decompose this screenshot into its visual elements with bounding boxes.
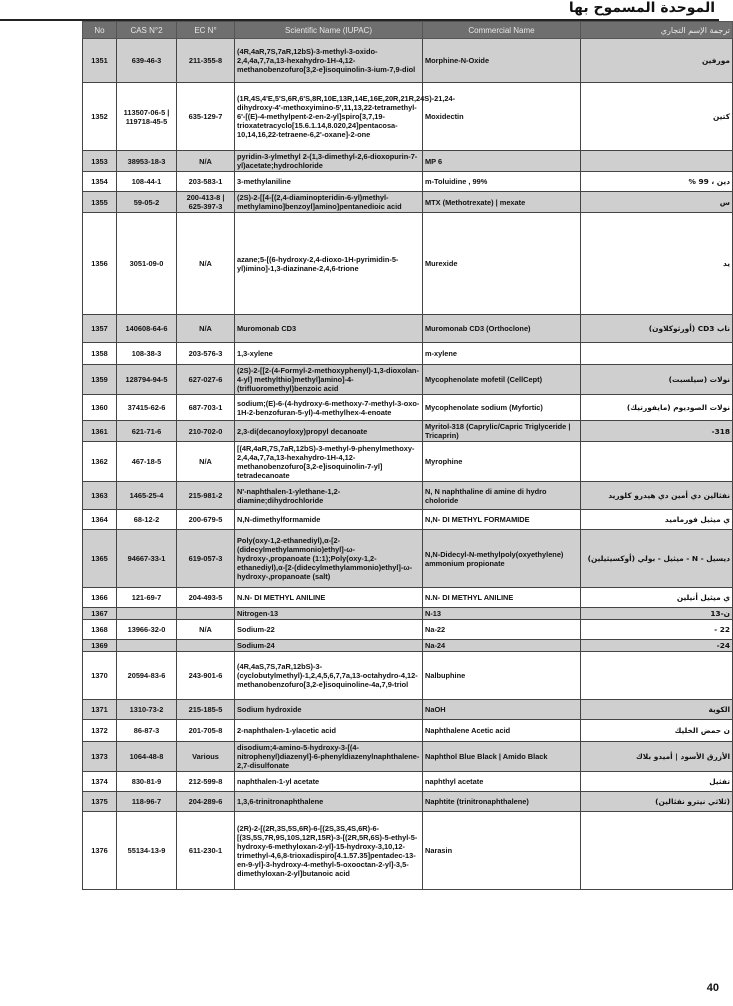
cas-number-cell: 38953-18-3	[117, 151, 177, 172]
row-number-cell: 1376	[83, 812, 117, 890]
ec-number-cell: 203-583-1	[177, 172, 235, 192]
row-number-cell: 1353	[83, 151, 117, 172]
table-row	[83, 530, 733, 588]
commercial-name-cell: Myritol-318 (Caprylic/Capric Triglyceride | Tricaprin)	[423, 421, 581, 442]
scientific-name-cell: pyridin-3-ylmethyl 2-(1,3-dimethyl-2,6-dioxopurin-7-yl)acetate;hydrochloride	[235, 151, 423, 172]
commercial-name-cell: Na-24	[423, 640, 581, 652]
cas-number-cell: 86-87-3	[117, 720, 177, 742]
commercial-name-cell: m-xylene	[423, 343, 581, 365]
arabic-name-cell	[581, 442, 733, 482]
arabic-name-cell: كتين	[581, 83, 733, 151]
ec-number-cell: Various	[177, 742, 235, 772]
ec-number-cell: N/A	[177, 213, 235, 315]
ec-number-cell	[177, 608, 235, 620]
cas-number-cell: 59-05-2	[117, 192, 177, 213]
table-row	[83, 315, 733, 343]
row-number-cell: 1372	[83, 720, 117, 742]
row-number-cell: 1361	[83, 421, 117, 442]
scientific-name-cell: azane;5-[(6-hydroxy-2,4-dioxo-1H-pyrimidin-5-yl)imino]-1,3-diazinane-2,4,6-trione	[235, 213, 423, 315]
commercial-name-cell: m-Toluidine , 99%	[423, 172, 581, 192]
scientific-name-cell: disodium;4-amino-5-hydroxy-3-[(4-nitrophenyl)diazenyl]-6-phenyldiazenylnaphthalene-2,7-disulfonate	[235, 742, 423, 772]
arabic-name-cell: مورفين	[581, 39, 733, 83]
scientific-name-cell: [(4R,4aR,7S,7aR,12bS)-3-methyl-9-phenylmethoxy-2,4,4a,7,7a,13-hexahydro-1H-4,12-methanobenzofuro[3,2-e]isoquinolin-7-yl] tetradecanoate	[235, 442, 423, 482]
row-number-cell: 1371	[83, 700, 117, 720]
arabic-name-cell: نولات (سيلسبت)	[581, 365, 733, 395]
ec-number-cell: 211-355-8	[177, 39, 235, 83]
cas-number-cell: 108-44-1	[117, 172, 177, 192]
commercial-name-cell: N, N naphthaline di amine di hydro choloride	[423, 482, 581, 510]
row-number-cell: 1357	[83, 315, 117, 343]
scientific-name-cell: (2S)-2-[[2-(4-Formyl-2-methoxyphenyl)-1,3-dioxolan-4-yl] methylthio]methyl]amino]-4-(trifluoromethyl)benzoic acid	[235, 365, 423, 395]
table-row	[83, 620, 733, 640]
cas-number-cell: 37415-62-6	[117, 395, 177, 421]
commercial-name-cell: Murexide	[423, 213, 581, 315]
scientific-name-cell: (2R)-2-[(2R,3S,5S,6R)-6-[(2S,3S,4S,6R)-6-[(3S,5S,7R,9S,10S,12R,15R)-3-[(2R,5R,6S)-5-ethyl-5-hydroxy-6-methyloxan-2-yl]-15-hydroxy-3,10,12-trimethyl-4,6,8-trioxadispiro[4.1.57.35]pentadec-13-en-9-yl]-3-hydroxy-4-methyl-5-oxooctan-2-yl]-3,5-dimethyloxan-2-yl]butanoic acid	[235, 812, 423, 890]
commercial-name-cell: naphthyl acetate	[423, 772, 581, 792]
ec-number-cell: 687-703-1	[177, 395, 235, 421]
cas-number-cell: 1465-25-4	[117, 482, 177, 510]
ec-number-cell: 243-901-6	[177, 652, 235, 700]
ec-number-cell: 200-679-5	[177, 510, 235, 530]
commercial-name-cell: MTX (Methotrexate) | mexate	[423, 192, 581, 213]
row-number-cell: 1369	[83, 640, 117, 652]
row-number-cell: 1355	[83, 192, 117, 213]
row-number-cell: 1370	[83, 652, 117, 700]
commercial-name-cell: Mycophenolate sodium (Myfortic)	[423, 395, 581, 421]
commercial-name-cell: Naphthol Blue Black | Amido Black	[423, 742, 581, 772]
arabic-name-cell: الكوية	[581, 700, 733, 720]
table-row	[83, 812, 733, 890]
scientific-name-cell: Sodium hydroxide	[235, 700, 423, 720]
header-cas: CAS N°2	[117, 22, 177, 39]
scientific-name-cell: N.N- DI METHYL ANILINE	[235, 588, 423, 608]
cas-number-cell: 467-18-5	[117, 442, 177, 482]
table-row	[83, 700, 733, 720]
table-header-row	[83, 22, 733, 39]
row-number-cell: 1351	[83, 39, 117, 83]
table-row	[83, 640, 733, 652]
ec-number-cell: 611-230-1	[177, 812, 235, 890]
ec-number-cell: 635-129-7	[177, 83, 235, 151]
row-number-cell: 1375	[83, 792, 117, 812]
row-number-cell: 1352	[83, 83, 117, 151]
page-header	[0, 0, 719, 22]
page-title: الموحدة المسموح بها	[568, 0, 715, 16]
cas-number-cell: 140608-64-6	[117, 315, 177, 343]
scientific-name-cell: (1R,4S,4'E,5'S,6R,6'S,8R,10E,13R,14E,16E,20R,21R,24S)-21,24-dihydroxy-4'-methoxyimino-5',11,13,22-tetramethyl-6'-[(E)-4-methylpent-2-en-2-yl]spiro[3,7,19-trioxatetracyclo[15.6.1.14,8.020,24]pentacosa-10,14,16,22-tetraene-6,2'-oxane]-2-one	[235, 83, 423, 151]
table-row	[83, 421, 733, 442]
ec-number-cell: N/A	[177, 620, 235, 640]
table-row	[83, 442, 733, 482]
arabic-name-cell: ي ميثيل فورماميد	[581, 510, 733, 530]
arabic-name-cell: يد	[581, 213, 733, 315]
table-row	[83, 608, 733, 620]
row-number-cell: 1364	[83, 510, 117, 530]
arabic-name-cell	[581, 151, 733, 172]
scientific-name-cell: 1,3-xylene	[235, 343, 423, 365]
scientific-name-cell: 1,3,6-trinitronaphthalene	[235, 792, 423, 812]
commercial-name-cell: MP 6	[423, 151, 581, 172]
scientific-name-cell: Sodium-24	[235, 640, 423, 652]
table-row	[83, 772, 733, 792]
arabic-name-cell: ن-13	[581, 608, 733, 620]
row-number-cell: 1365	[83, 530, 117, 588]
commercial-name-cell: N-13	[423, 608, 581, 620]
commercial-name-cell: Naphtite (trinitronaphthalene)	[423, 792, 581, 812]
table-row	[83, 39, 733, 83]
cas-number-cell: 108-38-3	[117, 343, 177, 365]
page-number: 40	[706, 982, 719, 994]
arabic-name-cell	[581, 343, 733, 365]
cas-number-cell: 20594-83-6	[117, 652, 177, 700]
row-number-cell: 1363	[83, 482, 117, 510]
row-number-cell: 1374	[83, 772, 117, 792]
arabic-name-cell: دين ، 99 %	[581, 172, 733, 192]
cas-number-cell: 68-12-2	[117, 510, 177, 530]
commercial-name-cell: Morphine-N-Oxide	[423, 39, 581, 83]
arabic-name-cell: (ثلاثي نيترو نفثالين)	[581, 792, 733, 812]
row-number-cell: 1366	[83, 588, 117, 608]
cas-number-cell: 830-81-9	[117, 772, 177, 792]
arabic-name-cell: ناب CD3 (أورثوكلاون)	[581, 315, 733, 343]
row-number-cell: 1373	[83, 742, 117, 772]
ec-number-cell: 200-413-8 | 625-397-3	[177, 192, 235, 213]
cas-number-cell	[117, 640, 177, 652]
row-number-cell: 1368	[83, 620, 117, 640]
commercial-name-cell: NaOH	[423, 700, 581, 720]
scientific-name-cell: sodium;(E)-6-(4-hydroxy-6-methoxy-7-methyl-3-oxo-1H-2-benzofuran-5-yl)-4-methylhex-4-enoate	[235, 395, 423, 421]
table-row	[83, 213, 733, 315]
commercial-name-cell: Narasin	[423, 812, 581, 890]
table-row	[83, 482, 733, 510]
cas-number-cell: 621-71-6	[117, 421, 177, 442]
scientific-name-cell: 2-naphthalen-1-ylacetic acid	[235, 720, 423, 742]
table-row	[83, 151, 733, 172]
row-number-cell: 1360	[83, 395, 117, 421]
arabic-name-cell: ي ميثيل أنيلين	[581, 588, 733, 608]
table-row	[83, 343, 733, 365]
ec-number-cell: 204-289-6	[177, 792, 235, 812]
arabic-name-cell: الأزرق الأسود | أميدو بلاك	[581, 742, 733, 772]
row-number-cell: 1367	[83, 608, 117, 620]
commercial-name-cell: N.N- DI METHYL ANILINE	[423, 588, 581, 608]
cas-number-cell: 94667-33-1	[117, 530, 177, 588]
commercial-name-cell: Nalbuphine	[423, 652, 581, 700]
table-row	[83, 588, 733, 608]
ec-number-cell: 210-702-0	[177, 421, 235, 442]
header-arabic-name: ترجمة الإسم التجاري	[581, 22, 733, 39]
ec-number-cell: 215-185-5	[177, 700, 235, 720]
table-row	[83, 365, 733, 395]
header-commercial-name: Commercial Name	[423, 22, 581, 39]
cas-number-cell: 118-96-7	[117, 792, 177, 812]
ec-number-cell: 203-576-3	[177, 343, 235, 365]
arabic-name-cell: ن حمض الخليك	[581, 720, 733, 742]
ec-number-cell: 212-599-8	[177, 772, 235, 792]
arabic-name-cell: ديسيل - N - ميثيل - بولي (أوكسيثيلين)	[581, 530, 733, 588]
commercial-name-cell: Mycophenolate mofetil (CellCept)	[423, 365, 581, 395]
table-row	[83, 192, 733, 213]
row-number-cell: 1359	[83, 365, 117, 395]
row-number-cell: 1362	[83, 442, 117, 482]
cas-number-cell: 1064-48-8	[117, 742, 177, 772]
commercial-name-cell: N,N- DI METHYL FORMAMIDE	[423, 510, 581, 530]
commercial-name-cell: Moxidectin	[423, 83, 581, 151]
table-row	[83, 395, 733, 421]
scientific-name-cell: Nitrogen-13	[235, 608, 423, 620]
cas-number-cell: 1310-73-2	[117, 700, 177, 720]
ec-number-cell: 215-981-2	[177, 482, 235, 510]
ec-number-cell: N/A	[177, 151, 235, 172]
scientific-name-cell: (4R,4aS,7S,7aR,12bS)-3-(cyclobutylmethyl)-1,2,4,5,6,7,7a,13-octahydro-4,12-methanobenzofuro[3,2-e]isoquinoline-4a,7,9-triol	[235, 652, 423, 700]
cas-number-cell: 128794-94-5	[117, 365, 177, 395]
table-body	[83, 39, 733, 890]
arabic-name-cell	[581, 652, 733, 700]
scientific-name-cell: N'-naphthalen-1-ylethane-1,2-diamine;dihydrochloride	[235, 482, 423, 510]
row-number-cell: 1358	[83, 343, 117, 365]
scientific-name-cell: Poly(oxy-1,2-ethanediyl),α-[2-(didecylmethylammonio)ethyl]-ω-hydroxy-,propanoate (1:1);Poly(oxy-1,2-ethanediyl),α-[2-(didecylmethylammonio)ethyl]-ω-hydroxy-,propanoate (salt)	[235, 530, 423, 588]
arabic-name-cell: تفثيل	[581, 772, 733, 792]
commercial-name-cell: Na-22	[423, 620, 581, 640]
ec-number-cell	[177, 640, 235, 652]
commercial-name-cell: Naphthalene Acetic acid	[423, 720, 581, 742]
scientific-name-cell: Sodium-22	[235, 620, 423, 640]
scientific-name-cell: 2,3-di(decanoyloxy)propyl decanoate	[235, 421, 423, 442]
scientific-name-cell: 3-methylaniline	[235, 172, 423, 192]
scientific-name-cell: naphthalen-1-yl acetate	[235, 772, 423, 792]
arabic-name-cell: 22 -	[581, 620, 733, 640]
scientific-name-cell: (4R,4aR,7S,7aR,12bS)-3-methyl-3-oxido-2,4,4a,7,7a,13-hexahydro-1H-4,12-methanobenzofuro[3,2-e]isoquinolin-3-ium-7,9-diol	[235, 39, 423, 83]
cas-number-cell: 3051-09-0	[117, 213, 177, 315]
cas-number-cell: 55134-13-9	[117, 812, 177, 890]
header-no: No	[83, 22, 117, 39]
cas-number-cell: 639-46-3	[117, 39, 177, 83]
arabic-name-cell: 24-	[581, 640, 733, 652]
table-row	[83, 510, 733, 530]
ec-number-cell: 201-705-8	[177, 720, 235, 742]
header-scientific-name: Scientific Name (IUPAC)	[235, 22, 423, 39]
table-row	[83, 742, 733, 772]
scientific-name-cell: (2S)-2-[[4-[(2,4-diaminopteridin-6-yl)methyl-methylamino]benzoyl]amino]pentanedioic acid	[235, 192, 423, 213]
row-number-cell: 1354	[83, 172, 117, 192]
cas-number-cell: 13966-32-0	[117, 620, 177, 640]
ec-number-cell: 627-027-6	[177, 365, 235, 395]
arabic-name-cell: نفثالين دي أمين دي هيدرو كلوريد	[581, 482, 733, 510]
cas-number-cell: 113507-06-5 | 119718-45-5	[117, 83, 177, 151]
table-row	[83, 83, 733, 151]
commercial-name-cell: N,N-Didecyl-N-methylpoly(oxyethylene) ammonium propionate	[423, 530, 581, 588]
ec-number-cell: N/A	[177, 315, 235, 343]
ec-number-cell: 619-057-3	[177, 530, 235, 588]
commercial-name-cell: Muromonab CD3 (Orthoclone)	[423, 315, 581, 343]
table-row	[83, 720, 733, 742]
arabic-name-cell	[581, 812, 733, 890]
arabic-name-cell: 318-	[581, 421, 733, 442]
ec-number-cell: 204-493-5	[177, 588, 235, 608]
ec-number-cell: N/A	[177, 442, 235, 482]
scientific-name-cell: Muromonab CD3	[235, 315, 423, 343]
arabic-name-cell: س	[581, 192, 733, 213]
substances-table	[82, 21, 733, 890]
cas-number-cell: 121-69-7	[117, 588, 177, 608]
table-row	[83, 792, 733, 812]
commercial-name-cell: Myrophine	[423, 442, 581, 482]
cas-number-cell	[117, 608, 177, 620]
arabic-name-cell: نولات الصوديوم (مايفورتيك)	[581, 395, 733, 421]
row-number-cell: 1356	[83, 213, 117, 315]
table-row	[83, 172, 733, 192]
table-row	[83, 652, 733, 700]
scientific-name-cell: N,N-dimethylformamide	[235, 510, 423, 530]
header-ec: EC N°	[177, 22, 235, 39]
